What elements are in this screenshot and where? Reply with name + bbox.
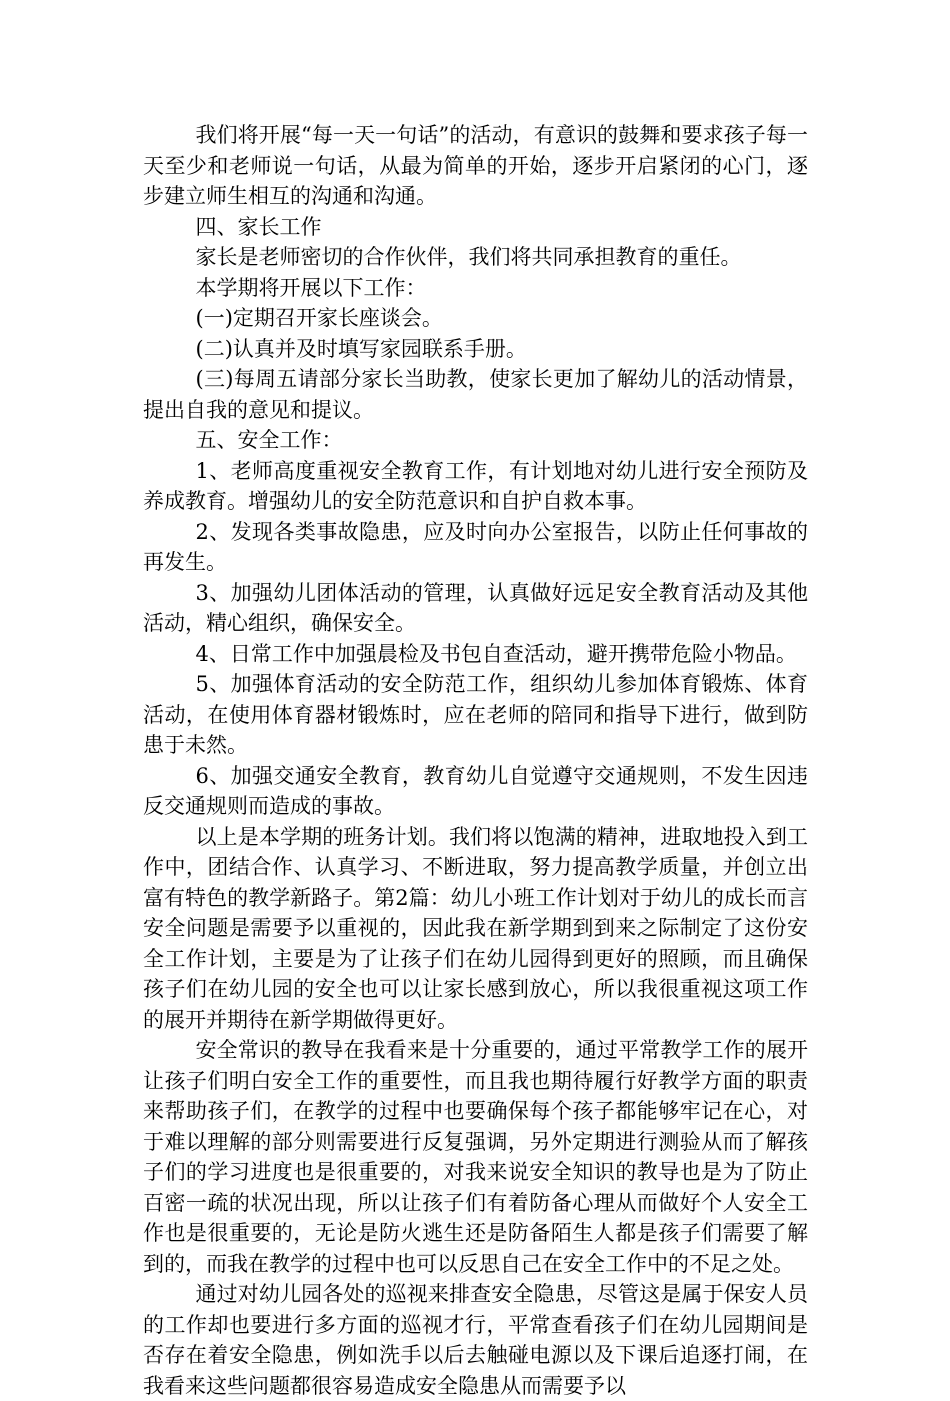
paragraph-summary: 以上是本学期的班务计划。我们将以饱满的精神，进取地投入到工作中，团结合作、认真学习、不断进取，努力提高教学质量，并创立出富有特色的教学新路子。第2篇：幼儿小班工作计划对于幼儿的成长而言安全问题是需要予以重视的，因此我在新学期到到来之际制定了这份安全工作计划，主要是为了让孩子们在幼儿园得到更好的照顾，而且确保孩子们在幼儿园的安全也可以让家长感到放心，所以我很重视这项工作的展开并期待在新学期做得更好。 — [143, 824, 808, 1032]
paragraph-parent-partner: 家长是老师密切的合作伙伴，我们将共同承担教育的重任。 — [195, 245, 742, 269]
heading-parent-work: 四、家长工作 — [195, 214, 322, 239]
list-item-parent-meeting: (一)定期召开家长座谈会。 — [195, 306, 443, 330]
list-item-safety-1: 1、老师高度重视安全教育工作，有计划地对幼儿进行安全预防及养成教育。增强幼儿的安全防范意识和自护自救本事。 — [143, 458, 808, 513]
paragraph-daily-sentence: 我们将开展“每一天一句话”的活动，有意识的鼓舞和要求孩子每一天至少和老师说一句话，从最为简单的开始，逐步开启紧闭的心门，逐步建立师生相互的沟通和沟通。 — [143, 123, 808, 208]
list-item-safety-6: 6、加强交通安全教育，教育幼儿自觉遵守交通规则，不发生因违反交通规则而造成的事故。 — [143, 763, 808, 818]
list-item-parent-assistant: (三)每周五请部分家长当助教，使家长更加了解幼儿的活动情景，提出自我的意见和提议。 — [143, 367, 808, 422]
document-body — [143, 120, 808, 1401]
list-item-contact-manual: (二)认真并及时填写家园联系手册。 — [195, 336, 527, 361]
paragraph-safety-knowledge: 安全常识的教导在我看来是十分重要的，通过平常教学工作的展开让孩子们明白安全工作的重要性，而且我也期待履行好教学方面的职责来帮助孩子们，在教学的过程中也要确保每个孩子都能够牢记在心，对于难以理解的部分则需要进行反复强调，另外定期进行测验从而了解孩子们的学习进度也是很重要的，对我来说安全知识的教导也是为了防止百密一疏的状况出现，所以让孩子们有着防备心理从而做好个人安全工作也是很重要的，无论是防火逃生还是防备陌生人都是孩子们需要了解到的，而我在教学的过程中也可以反思自己在安全工作中的不足之处。 — [143, 1038, 808, 1276]
list-item-safety-5: 5、加强体育活动的安全防范工作，组织幼儿参加体育锻炼、体育活动，在使用体育器材锻炼时，应在老师的陪同和指导下进行，做到防患于未然。 — [143, 672, 808, 757]
list-item-safety-3: 3、加强幼儿团体活动的管理，认真做好远足安全教育活动及其他活动，精心组织，确保安全。 — [143, 580, 808, 635]
list-item-safety-2: 2、发现各类事故隐患，应及时向办公室报告，以防止任何事故的再发生。 — [143, 519, 808, 574]
paragraph-inspection: 通过对幼儿园各处的巡视来排查安全隐患，尽管这是属于保安人员的工作却也要进行多方面的巡视才行，平常查看孩子们在幼儿园期间是否存在着安全隐患，例如洗手以后去触碰电源以及下课后追逐打闹，在我看来这些问题都很容易造成安全隐患从而需要予以 — [143, 1282, 808, 1398]
heading-safety-work: 五、安全工作： — [195, 428, 343, 452]
paragraph-semester-work: 本学期将开展以下工作： — [195, 275, 427, 300]
list-item-safety-4: 4、日常工作中加强晨检及书包自查活动，避开携带危险小物品。 — [195, 641, 797, 666]
